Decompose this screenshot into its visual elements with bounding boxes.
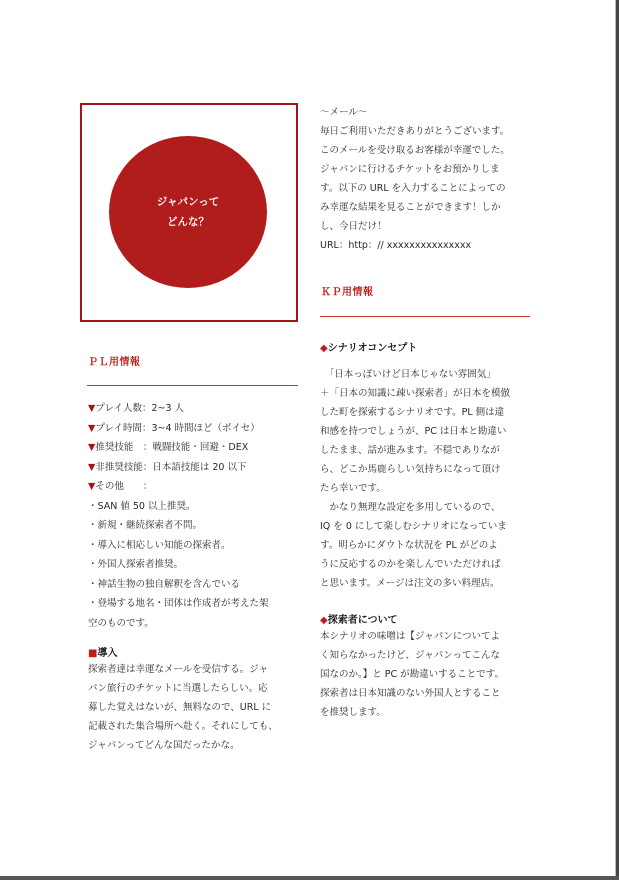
text-line: うに反応するのかを楽しんでいただければ [320,559,501,570]
pl-section-title: ＰＬ用情報 [88,357,141,368]
text-line: このメールを受け取るお客様が幸運でした。 [320,145,510,156]
triangle-icon: ▼ [88,481,96,492]
kp-section-title: ＫＰ用情報 [321,287,374,298]
text-line: 〜メール〜 [320,107,368,118]
list-item: ▼プレイ人数：2~3 人 [88,403,185,414]
kp-divider [320,316,530,317]
concept-text [320,365,510,593]
list-item: ▼その他 ： [88,481,153,492]
intro-heading: ■導入 [88,648,118,659]
text-line: パン旅行のチケットに当選したらしい。応 [88,683,268,694]
dot-separator: ・ [190,442,200,453]
text-line: 探索者は日本知識のない外国人とすること [320,688,501,699]
list-item: ・新規・継続探索者不問。 [88,520,203,531]
dot-separator: ・ [218,442,229,453]
triangle-icon: ▼ [88,461,96,473]
intro-text [88,660,278,755]
red-circle-emblem [109,136,267,288]
cover-title: ジャパンって どんな？ [156,196,220,228]
list-item: ・神話生物の独自解釈を含んでいる [88,578,241,590]
text-line: ら、どこか馬鹿らしい気持ちになって頂け [320,464,501,475]
text-line: 探索者達は幸運なメールを受信する。ジャ [88,664,269,675]
text-line: した町を探索するシナリオです。PL 側は違 [320,407,505,418]
text-line: と思います。メージは注文の多い料理店。 [320,578,500,589]
list-item: ▼プレイ時間：3~4 時間ほど（ボイセ） [88,422,260,434]
diamond-icon: ◆ [320,615,328,626]
text-line: し、今日だけ！ [320,221,387,232]
text-line: 記載された集合場所へ赴く。それにしても、 [88,721,278,732]
text-line: す。以下の URL を入力することによっての [320,183,506,194]
cover-frame [80,103,298,322]
list-item: ▼非推奨技能：日本語技能は 20 以下 [88,461,247,473]
text-line: IQ を 0 にして楽しむシナリオになっていま [320,521,507,532]
text-line: 和感を持つでしょうが、PC は日本と勘違い [320,426,507,437]
square-icon: ■ [88,648,98,659]
text-line: く知らなかったけど、ジャパンってこんな [320,650,501,661]
investigator-heading: ◆探索者について [320,615,398,626]
list-item: ・導入に相応しい知能の探索者。 [88,539,231,551]
text-line: 「日本っぽいけど日本じゃない雰囲気」 [320,369,496,380]
list-item: ・SAN 値 50 以上推奨。 [88,500,196,512]
text-line: 国なのか。】と PC が勘違いすることです。 [320,669,504,680]
text-line: 本シナリオの味噌は【ジャパンについてよ [320,631,501,642]
mail-text [320,103,510,255]
list-item: ・登場する地名・団体は作成者が考えた架 [88,598,269,609]
page-edge-bottom [0,876,619,880]
text-line: したまま、話が進みます。不穏でありなが [320,445,500,456]
concept-heading: ◆シナリオコンセプト [320,343,418,354]
text-line: ＋「日本の知識に疎い探索者」が日本を模倣 [320,388,511,399]
triangle-icon: ▼ [88,403,96,414]
text-line: かなり無理な設定を多用しているので、 [320,502,501,513]
text-line: 毎日ご利用いただきありがとうございます。 [320,126,510,137]
text-line: 募した覚えはないが、無料なので、URL に [88,702,272,713]
text-line: み幸運な結果を見ることができます！しか [320,202,501,213]
text-line: ジャパンに行けるチケットをお預かりしま [320,164,500,175]
text-line: ジャパンってどんな国だったかな。 [88,740,240,751]
list-item: ・外国人探索者推奨。 [88,559,184,570]
triangle-icon: ▼ [88,442,96,453]
diamond-icon: ◆ [320,343,328,354]
text-line: たら幸いです。 [320,483,386,494]
list-item: ▼推奨技能 ：戦闘技能・回避・DEX [88,442,249,453]
investigator-text [320,627,504,722]
text-line: を推奨します。 [320,707,386,718]
text-line: す。明らかにダウトな状況を PL がどのよ [320,540,498,551]
list-item: 空のものです。 [88,617,154,629]
pl-info-list [88,399,269,633]
pl-divider [87,385,298,386]
text-line: URL：http：// xxxxxxxxxxxxxxx [320,240,472,251]
triangle-icon: ▼ [88,422,96,434]
